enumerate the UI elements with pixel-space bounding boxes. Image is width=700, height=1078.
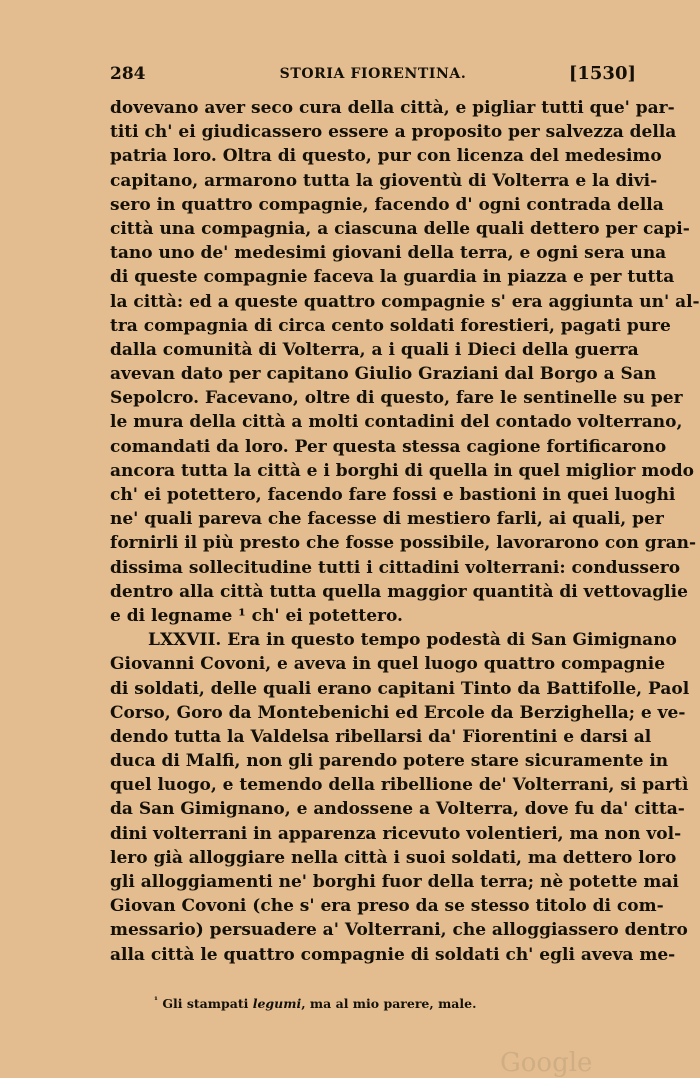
text-line: duca di Malfi, non gli parendo potere stare sicuramente in: [110, 751, 669, 772]
text-line: messario) persuadere a' Volterrani, che alloggiassero dentro: [110, 920, 688, 941]
section-start-line: LXXVII. Era in questo tempo podestà di San Gimignano: [148, 630, 677, 651]
running-title: STORIA FIORENTINA.: [279, 66, 467, 82]
text-line: avevan dato per capitano Giulio Graziani dal Borgo a San: [110, 364, 657, 385]
running-header: [110, 62, 636, 88]
text-line: le mura della città a molti contadini del contado volterrano,: [110, 412, 683, 433]
text-line: sero in quattro compagnie, facendo d' ogni contrada della: [110, 194, 664, 215]
text-line: ne' quali pareva che facesse di mestiero farli, ai quali, per: [110, 509, 664, 530]
year-marker: [1530]: [568, 63, 636, 84]
text-line: alla città le quattro compagnie di soldati ch' egli aveva me-: [110, 944, 676, 965]
text-line: Sepolcro. Facevano, oltre di questo, fare le sentinelle su per: [110, 388, 683, 409]
footnote-italic-word: legumi: [252, 996, 302, 1012]
text-line: capitano, armarono tutta la gioventù di Volterra e la divi-: [110, 170, 658, 191]
text-line: dentro alla città tutta quella maggior quantità di vettovaglie: [110, 581, 688, 602]
text-line: comandati da loro. Per questa stessa cagione fortificarono: [110, 436, 667, 457]
text-line: città una compagnia, a ciascuna delle quali dettero per capi-: [110, 218, 690, 239]
text-line: dini volterrani in apparenza ricevuto volentieri, ma non vol-: [110, 823, 682, 844]
footnote: [154, 996, 624, 1011]
text-line: patria loro. Oltra di questo, pur con licenza del medesimo: [110, 146, 662, 167]
text-line: quel luogo, e temendo della ribellione de' Volterrani, si partì: [110, 775, 689, 796]
text-line: dovevano aver seco cura della città, e pigliar tutti que' par-: [110, 98, 675, 118]
text-line: tano uno de' medesimi giovani della terra, e ogni sera una: [110, 243, 667, 264]
text-line: tra compagnia di circa cento soldati forestieri, pagati pure: [110, 315, 671, 336]
text-line: Corso, Goro da Montebenichi ed Ercole da Berzighella; e ve-: [110, 702, 686, 723]
footnote-suffix: , ma al mio parere, male.: [301, 996, 477, 1012]
text-line: la città: ed a queste quattro compagnie s' era aggiunta un' al-: [110, 291, 700, 312]
text-line: dendo tutta la Valdelsa ribellarsi da' Fiorentini e darsi al: [110, 726, 652, 747]
text-line: titi ch' ei giudicassero essere a proposito per salvezza della: [110, 122, 677, 143]
footnote-prefix: Gli stampati: [162, 996, 249, 1012]
text-line: Giovan Covoni (che s' era preso da se stesso titolo di com-: [110, 896, 664, 917]
page-number: 284: [110, 64, 146, 84]
text-line: ch' ei potettero, facendo fare fossi e bastioni in quei luoghi: [110, 485, 676, 505]
google-watermark: Google: [500, 1048, 593, 1078]
text-line: dalla comunità di Volterra, a i quali i Dieci della guerra: [110, 339, 639, 360]
text-line: gli alloggiamenti ne' borghi fuor della terra; nè potette mai: [110, 872, 679, 892]
text-line: dissima sollecitudine tutti i cittadini volterrani: condussero: [110, 557, 681, 578]
text-line: di soldati, delle quali erano capitani Tinto da Battifolle, Paol: [110, 678, 690, 699]
text-line: Giovanni Covoni, e aveva in quel luogo quattro compagnie: [110, 654, 666, 675]
text-line: lero già alloggiare nella città i suoi soldati, ma dettero loro: [110, 847, 677, 868]
text-line: ancora tutta la città e i borghi di quella in quel miglior modo: [110, 460, 694, 481]
footnote-marker: ¹: [154, 996, 158, 1006]
text-line: e di legname ¹ ch' ei potettero.: [110, 605, 403, 626]
text-line: fornirli il più presto che fosse possibile, lavorarono con gran-: [110, 533, 697, 554]
body-text: [110, 96, 700, 967]
text-line: di queste compagnie faceva la guardia in piazza e per tutta: [110, 267, 675, 288]
text-line: da San Gimignano, e andossene a Volterra, dove fu da' citta-: [110, 799, 685, 820]
